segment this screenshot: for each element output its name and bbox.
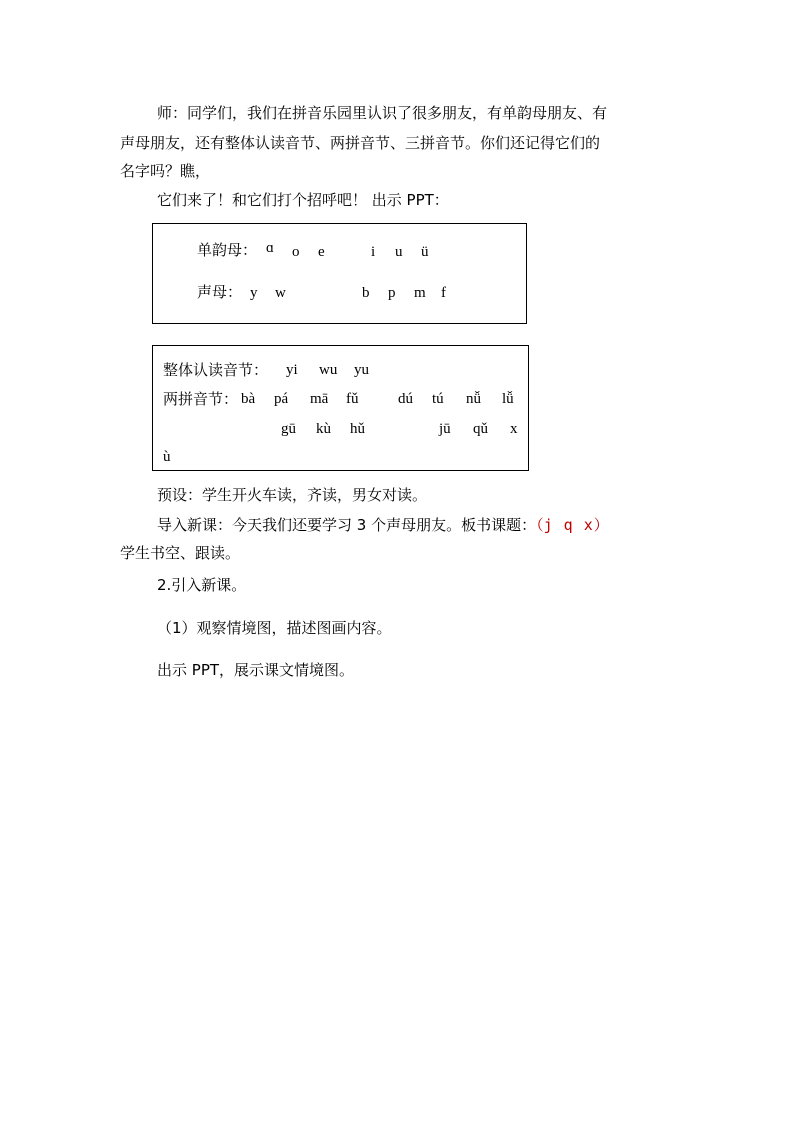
shengmu-label: 声母： (197, 283, 243, 301)
liangpin-item: nǚ (466, 391, 481, 407)
paragraph-greeting: 它们来了！和它们打个招呼吧！ 出示 PPT： (157, 191, 449, 209)
danyunmu-label: 单韵母： (197, 241, 258, 259)
shengmu-item: y (250, 285, 258, 301)
liangpin-label: 两拼音节： (163, 390, 239, 408)
liangpin-wrap: ù (163, 449, 171, 465)
liangpin-item: kù (316, 421, 331, 437)
liangpin-item: mā (310, 391, 329, 407)
daoru-line (157, 515, 609, 535)
danyunmu-item: ɑ (266, 240, 274, 256)
shengmu-item: m (414, 285, 426, 301)
danyunmu-item: o (292, 244, 300, 260)
paragraph-teacher-line3: 名字吗？瞧， (120, 162, 211, 180)
daoru-open-paren: （ (536, 516, 544, 534)
zhengti-label: 整体认读音节： (163, 361, 269, 379)
danyunmu-item: e (318, 244, 325, 260)
liangpin-item: qǔ (473, 421, 488, 437)
step2-heading: 2.引入新课。 (157, 576, 247, 594)
box-syllables (152, 345, 529, 471)
daoru-text: 导入新课：今天我们还要学习 3 个声母朋友。板书课题： (157, 516, 537, 534)
yushe-line: 预设：学生开火车读，齐读，男女对读。 (157, 486, 428, 504)
danyunmu-item: ü (421, 244, 429, 260)
liangpin-item: fǔ (346, 391, 359, 407)
liangpin-item: lǚ (502, 391, 514, 407)
ppt-line: 出示 PPT，展示课文情境图。 (157, 661, 355, 679)
liangpin-item: x (510, 421, 518, 437)
zhengti-item: wu (319, 362, 338, 378)
paragraph-teacher-line2: 声母朋友，还有整体认读音节、两拼音节、三拼音节。你们还记得它们的 (120, 134, 601, 152)
paragraph-teacher-line1: 师：同学们，我们在拼音乐园里认识了很多朋友，有单韵母朋友、有 (157, 104, 608, 122)
daoru-line2: 学生书空、跟读。 (120, 544, 241, 562)
liangpin-item: bà (241, 391, 256, 407)
liangpin-item: gū (281, 421, 296, 437)
zhengti-item: yi (286, 362, 298, 378)
danyunmu-item: i (371, 244, 376, 260)
shengmu-item: b (362, 285, 370, 301)
liangpin-item: dú (398, 391, 413, 407)
shengmu-row (197, 282, 242, 302)
liangpin-item: pá (274, 391, 289, 407)
shengmu-item: w (275, 285, 286, 301)
daoru-close-paren: ） (593, 516, 609, 534)
danyunmu-item: u (395, 244, 403, 260)
liangpin-item: jū (439, 421, 451, 437)
danyunmu-row (197, 240, 257, 260)
zhengti-item: yu (354, 362, 369, 378)
shengmu-item: p (388, 285, 396, 301)
box-danyunmu-shengmu (152, 223, 527, 324)
shengmu-item: f (441, 285, 446, 301)
liangpin-item: hǔ (350, 421, 365, 437)
liangpin-item: tú (432, 391, 444, 407)
daoru-red-letters: j q x (543, 516, 594, 534)
step2-1-observe: （1）观察情境图，描述图画内容。 (157, 619, 392, 637)
